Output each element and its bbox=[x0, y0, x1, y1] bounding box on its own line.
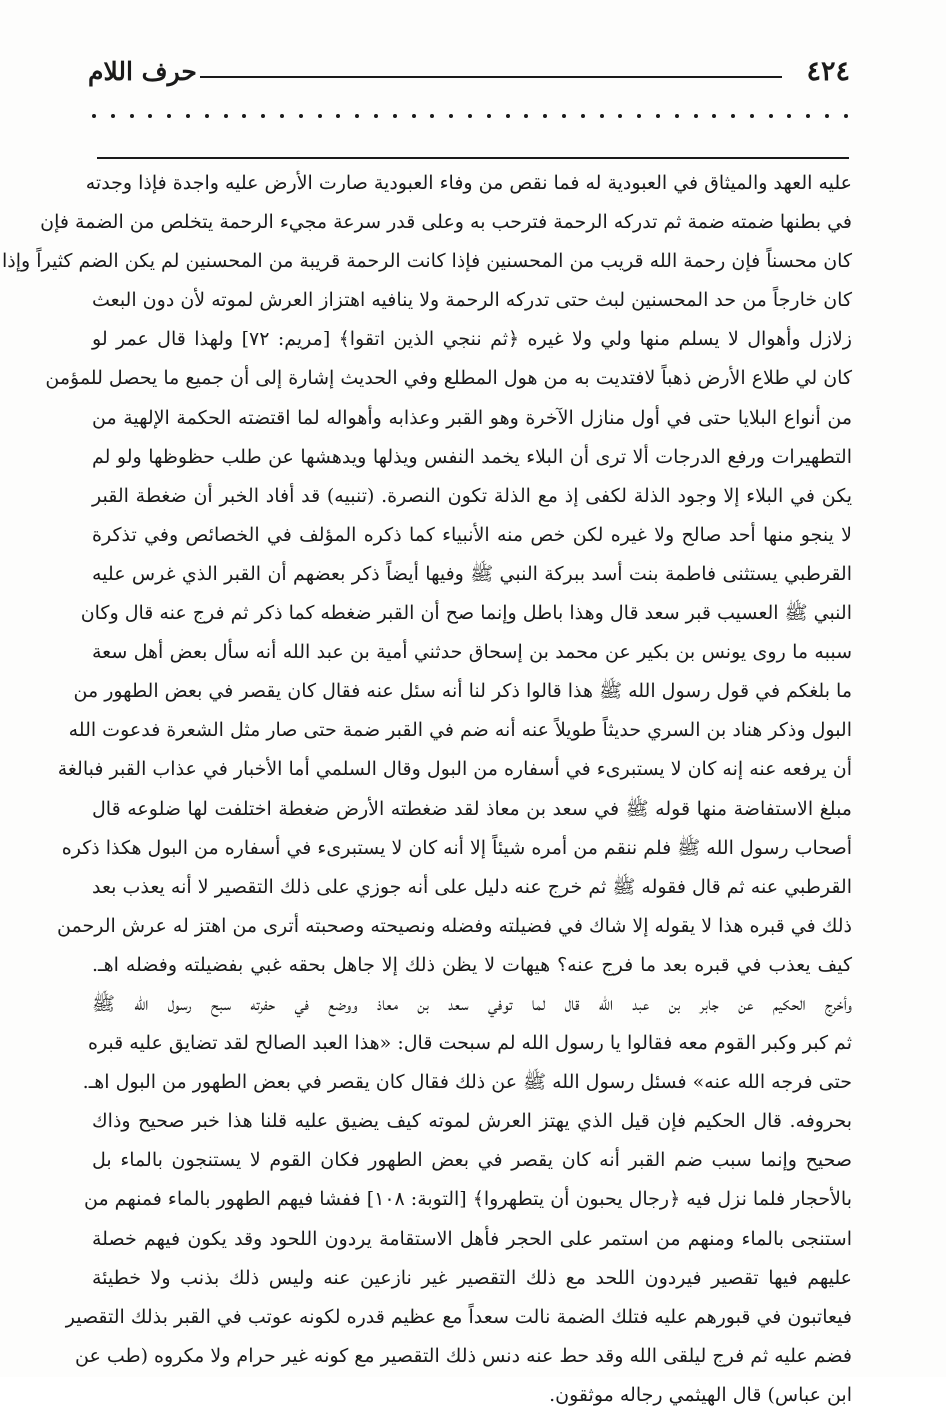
dot bbox=[318, 114, 322, 118]
dot bbox=[562, 114, 566, 118]
dot bbox=[825, 114, 829, 118]
dot bbox=[186, 114, 190, 118]
text-line: زلازل وأهوال لا يسلم منها ولي ولا غيره ﴿ثم ننجي الذين اتقوا﴾ [مريم: ٧٢] ولهذا قال عمر لو bbox=[92, 328, 852, 351]
dot bbox=[224, 114, 228, 118]
text-line: بالأحجار فلما نزل فيه ﴿رجال يحبون أن يتطهروا﴾ [التوبة: ١٠٨] ففشا فيهم الطهور بالماء فمنهم من bbox=[84, 1188, 852, 1211]
text-line: عليه العهد والميثاق في العبودية له فما نقص من وفاء العبودية صارت الأرض عليه واجدة فإذا وجدته bbox=[85, 172, 852, 194]
text-line: استنجى بالماء ومنهم من استمر على الحجر فأهل الاستقامة يردون اللحود وقد يكون فيهم خصلة bbox=[92, 1227, 852, 1250]
dot bbox=[618, 114, 622, 118]
text-line: عليهم فيها تقصير فيردون اللحد مع ذلك التقصير غير نازعين عنه وليس ذلك بذنب ولا خطيئة bbox=[92, 1266, 852, 1289]
dot bbox=[581, 114, 585, 118]
dot bbox=[600, 114, 604, 118]
text-line: وأخرج الحكيم عن جابر بن عبد الله قال لما توفي سعد بن معاذ ووضع في حفرته سبح رسول الله ﷺ bbox=[92, 992, 852, 1015]
text-line: ابن عباس) قال الهيثمي رجاله موثقون. bbox=[549, 1383, 852, 1406]
text-line: فيعاتبون في قبورهم عليه فتلك الضمة نالت سعداً مع عظيم قدره لكونه عوتب في القبر بذلك التقصير bbox=[65, 1305, 852, 1328]
text-line: سببه ما روى يونس بن بكير عن محمد بن إسحاق حدثني أمية بن عبد الله أنه سأل بعض أهل سعة bbox=[92, 641, 852, 664]
dot bbox=[412, 114, 416, 118]
text-line: من أنواع البلايا حتى في أول منازل الآخرة وهو القبر وعذابه وأهواله لما اقتضته الحكمة الإلهية من bbox=[92, 406, 852, 429]
dot bbox=[130, 114, 134, 118]
text-line: ثم كبر وكبر القوم معه فقالوا يا رسول الله لم سبحت قال: «هذا العبد الصالح لقد تضايق عليه قبره bbox=[87, 1032, 852, 1055]
dot bbox=[637, 114, 641, 118]
dot bbox=[430, 114, 434, 118]
dot bbox=[806, 114, 810, 118]
text-line: التطهيرات ورفع الدرجات ألا ترى أن البلاء يخمد النفس ويذلها ويدهشها عن طلب حظوظها ولو لم bbox=[92, 445, 852, 468]
dot bbox=[299, 114, 303, 118]
dot bbox=[205, 114, 209, 118]
text-line: كان خارجاً من حد المحسنين لبث حتى تدركه الرحمة ولا ينافيه اهتزاز العرش لموته لأن دون البعث bbox=[92, 289, 852, 312]
text-line: بحروفه. قال الحكيم فإن قيل الذي يهتز العرش لموته كيف يضيق عليه قلنا هذا خبر صحيح وذاك bbox=[92, 1110, 852, 1133]
dot bbox=[487, 114, 491, 118]
dot bbox=[449, 114, 453, 118]
dot bbox=[393, 114, 397, 118]
body-text bbox=[1, 164, 852, 1415]
dot bbox=[242, 114, 246, 118]
dot bbox=[675, 114, 679, 118]
text-line: فضم عليه ثم فرج ليلقى الله وقد حط عنه دنس ذلك التقصير مع كونه غير حرام ولا مكروه (طب عن bbox=[74, 1344, 852, 1367]
text-line: في بطنها ضمته ضمة ثم تدركه الرحمة فترحب به وعلى قدر سرعة مجيء الرحمة يتخلص من الضمة فإن bbox=[40, 211, 852, 234]
dot bbox=[280, 114, 284, 118]
dot bbox=[750, 114, 754, 118]
dot bbox=[374, 114, 378, 118]
dot bbox=[355, 114, 359, 118]
text-line: القرطبي عنه ثم قال فقوله ﷺ ثم خرج عنه دليل على أنه جوزي على ذلك التقصير لا أنه يعذب بعد bbox=[92, 875, 852, 898]
dot bbox=[336, 114, 340, 118]
dot bbox=[506, 114, 510, 118]
dot bbox=[111, 114, 115, 118]
dot bbox=[167, 114, 171, 118]
text-line: القرطبي يستثنى فاطمة بنت أسد ببركة النبي ﷺ وفيها أيضاً ذكر بعضهم أن القبر الذي غرس عليه bbox=[92, 562, 852, 585]
dot bbox=[787, 114, 791, 118]
text-line: كان لي طلاع الأرض ذهباً لافتديت به من هول المطلع وفي الحديث إشارة إلى أن جميع ما يحصل للمؤمن bbox=[45, 367, 852, 390]
text-line: مبلغ الاستفاضة منها قوله ﷺ في سعد بن معاذ لقد ضغطته الأرض ضغطة اختلفت لها ضلوعه قال bbox=[92, 797, 852, 820]
dot bbox=[731, 114, 735, 118]
dot bbox=[92, 114, 96, 118]
dot bbox=[844, 114, 848, 118]
text-line: أن يرفعه عنه إنه كان لا يستبرىء في أسفاره من البول وقال السلمي أما الأخبار في عذاب القبر فبالغة bbox=[57, 758, 852, 781]
dot bbox=[656, 114, 660, 118]
dot bbox=[261, 114, 265, 118]
text-line: يكن في البلاء إلا وجود الذلة لكفى إذ مع الذلة تكون النصرة. (تنبيه) قد أفاد الخبر أن ضغطة القبر bbox=[92, 484, 852, 507]
text-line: كيف يعذب في قبره بعد ما فرج عنه؟ هيهات لا يظن ذلك إلا جاهل بحقه غبي بفضيلته وفضله اهـ. bbox=[92, 953, 852, 976]
dot bbox=[769, 114, 773, 118]
text-line: أصحاب رسول الله ﷺ فلم ننقم من أمره شيئاً إلا أنه كان لا يستبرىء في أسفاره من البول هكذا ذكره bbox=[61, 836, 852, 859]
dot bbox=[543, 114, 547, 118]
chapter-title: حرف اللام bbox=[88, 57, 197, 86]
text-line: كان محسناً فإن رحمة الله قريب من المحسنين فإذا كانت الرحمة قريبة من المحسنين لم يكن الضم كثيراً وإذا bbox=[1, 250, 852, 273]
dot bbox=[712, 114, 716, 118]
section-rule bbox=[97, 157, 849, 159]
text-line: لا ينجو منها أحد صالح ولا غيره لكن خص منه الأنبياء كما ذكره المؤلف في الخصائص وفي تذكرة bbox=[92, 523, 852, 546]
dot bbox=[694, 114, 698, 118]
text-line: ذلك في قبره هذا لا يقوله إلا شاك في فضيلته وفضله ونصيحته وصحبته أترى من اهتز له عرش الرحمن bbox=[57, 914, 852, 937]
text-line: صحيح وإنما سبب ضم القبر أنه كان يقصر في بعض الطهور فكان القوم لا يستنجون بالماء بل bbox=[92, 1149, 852, 1172]
dotted-separator bbox=[92, 114, 848, 134]
dot bbox=[148, 114, 152, 118]
page-header bbox=[88, 52, 850, 92]
page-number: ٤٢٤ bbox=[806, 56, 850, 87]
dot bbox=[524, 114, 528, 118]
dot bbox=[468, 114, 472, 118]
text-line: النبي ﷺ العسيب قبر سعد قال وهذا باطل وإنما صح أن القبر ضغطه كما ذكر ثم فرج عنه قال وكان bbox=[80, 602, 852, 625]
text-line: حتى فرجه الله عنه» فسئل رسول الله ﷺ عن ذلك فقال كان يقصر في بعض الطهور من البول اهـ. bbox=[82, 1071, 852, 1094]
text-line: البول وذكر هناد بن السري حديثاً طويلاً عنه أنه ضم في القبر ضمة حتى صار مثل الشعرة فدعوت الله bbox=[68, 719, 852, 742]
text-line: ما بلغكم في قول رسول الله ﷺ هذا قالوا ذكر لنا أنه سئل عنه فقال كان يقصر في بعض الطهور من bbox=[73, 680, 852, 703]
header-rule bbox=[200, 76, 782, 78]
